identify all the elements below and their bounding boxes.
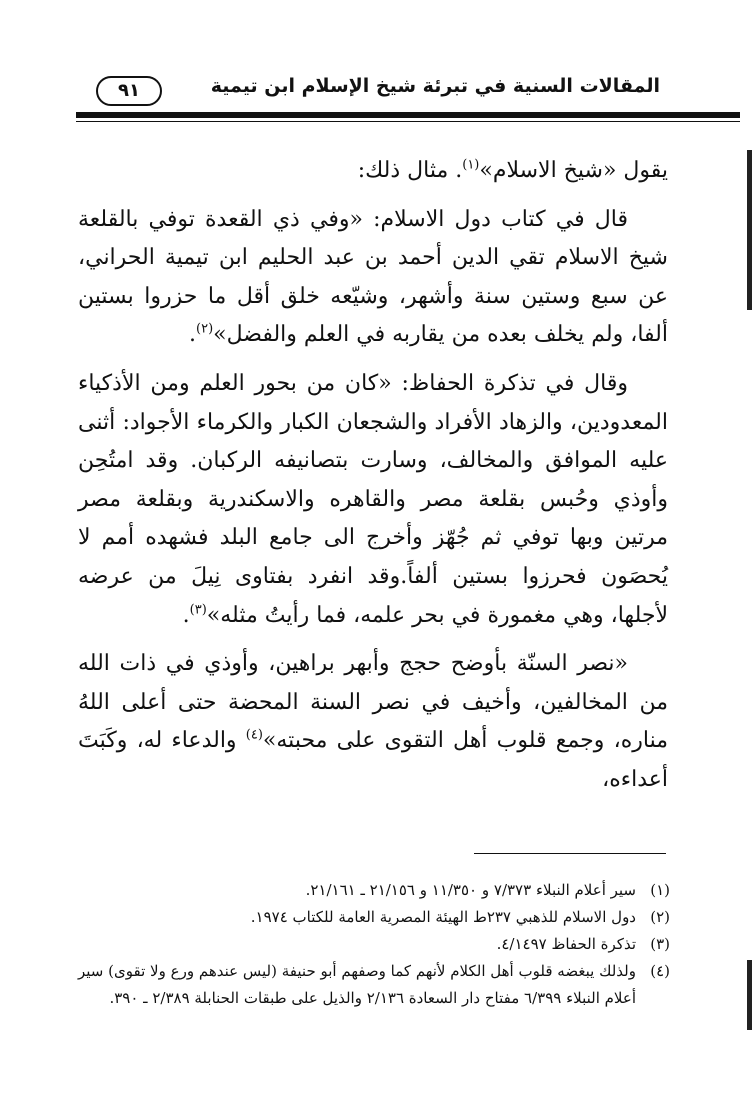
- paragraph-text-tail: .: [189, 322, 196, 348]
- footnote-ref: (٣): [189, 602, 207, 618]
- paragraph-text-tail: .: [182, 602, 190, 628]
- footnote-number: (٤): [650, 962, 670, 980]
- paragraph-text: يقول «شيخ الاسلام»: [479, 158, 668, 183]
- page-number: ٩١: [96, 76, 162, 106]
- running-title: المقالات السنية في تبرئة شيخ الإسلام ابن تيمية: [210, 75, 660, 97]
- footnote-separator: [474, 853, 666, 854]
- footnote-text: دول الاسلام للذهبي ٢٣٧ط الهيئة المصرية العامة للكتاب ١٩٧٤.: [250, 908, 636, 926]
- paragraph-3: [78, 365, 668, 635]
- footnote-ref: (٤): [245, 727, 263, 743]
- footnote-1: [78, 877, 670, 904]
- scan-edge-mark: [747, 960, 752, 1030]
- footnote-text: سير أعلام النبلاء ٧/٣٧٣ و ١١/٣٥٠ و ٢١/١٥٦ ـ ٢١/١٦١.: [305, 881, 636, 899]
- paragraph-text: «نصر السنّة بأوضح حجج وأبهر براهين، وأوذي في ذات الله من المخالفين، وأخيف في نصر السنة المحضة حتى أعلى اللهُ مناره، وجمع قلوب أهل التقوى على محبته»: [78, 651, 668, 754]
- paragraph-4: [78, 645, 668, 799]
- footnote-3: [78, 931, 670, 958]
- header-rule-thin: [76, 121, 740, 122]
- footnote-2: [78, 904, 670, 931]
- paragraph-text-tail: والدعاء له، وكَبَتَ أعداءه،: [78, 728, 668, 792]
- footnotes: [78, 877, 670, 1012]
- footnote-number: (٣): [650, 935, 670, 953]
- footnote-number: (٢): [650, 908, 670, 926]
- paragraph-1: [78, 152, 668, 191]
- paragraph-text: قال في كتاب دول الاسلام: «وفي ذي القعدة توفي بالقلعة شيخ الاسلام تقي الدين أحمد بن عبد الحليم ابن تيمية الحراني، عن سبع وستين سنة وأشهر، وشيّعه خلق أقل ما حزروا بستين ألفا، ولم يخلف بعده من يقاربه في العلم والفضل»: [78, 206, 668, 348]
- footnote-text: تذكرة الحفاظ ٤/١٤٩٧.: [496, 935, 636, 953]
- header-rule: [76, 112, 740, 118]
- paragraph-2: [78, 201, 668, 355]
- scan-edge-mark: [747, 150, 752, 310]
- paragraph-text: وقال في تذكرة الحفاظ: «كان من بحور العلم ومن الأذكياء المعدودين، والزهاد الأفراد والشجعان الكبار والكرماء الأجواد: أثنى عليه الموافق والمخالف، وسارت بتصانيفه الركبان. وقد امتُحِن وأوذي وحُبس بقلعة مصر والقاهره والاسكندرية وبقلعة مصر مرتين وبها توفي ثم جُهّز وأخرج الى جامع البلد فشهده أمم لا يُحصَون فحرزوا بستين ألفاً.وقد انفرد بفتاوى نِيلَ من عرضه لأجلها، وهي مغمورة في بحر علمه، فما رأيتُ مثله»: [78, 370, 668, 628]
- footnote-4: [78, 958, 670, 1012]
- footnote-text: ولذلك يبغضه قلوب أهل الكلام لأنهم كما وصفهم أبو حنيفة (ليس عندهم ورع ولا تقوى) سير أعلام النبلاء ٦/٣٩٩ مفتاح دار السعادة ٢/١٣٦ والذيل على طبقات الحنابلة ٢/٣٨٩ ـ ٣٩٠.: [78, 962, 636, 1007]
- paragraph-text-tail: . مثال ذلك:: [357, 158, 463, 183]
- footnote-ref: (٢): [196, 322, 214, 338]
- main-text: [78, 152, 668, 800]
- footnote-ref: (١): [462, 157, 480, 173]
- footnote-number: (١): [650, 881, 670, 899]
